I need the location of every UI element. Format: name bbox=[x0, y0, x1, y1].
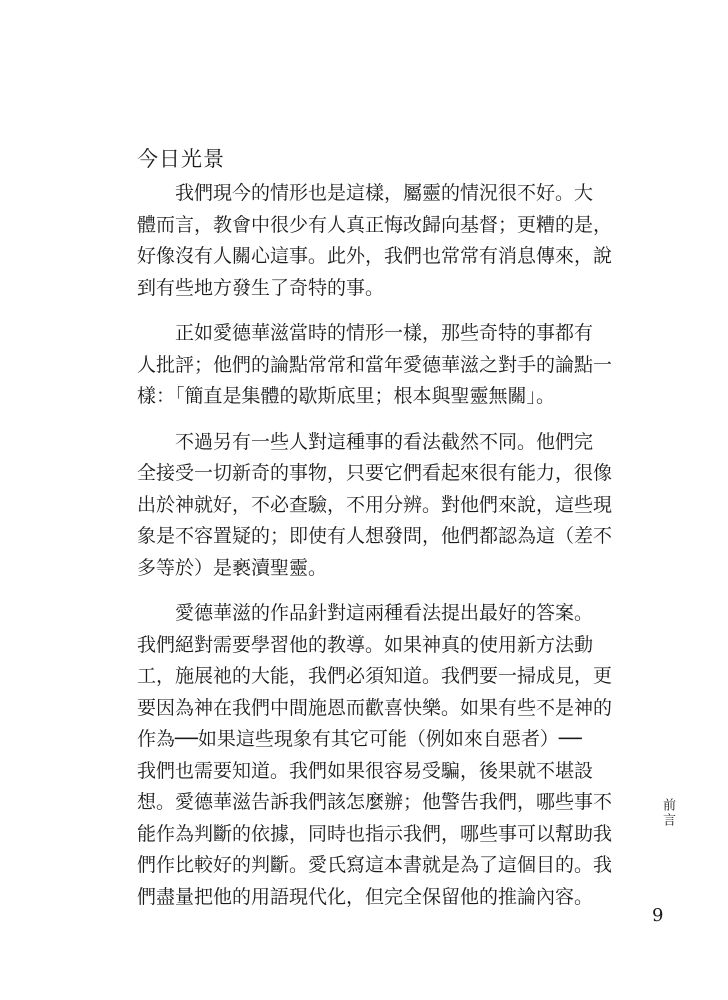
text-line: 想。愛德華滋告訴我們該怎麼辦；他警告我們，哪些事不 bbox=[137, 791, 613, 813]
text-line: 作為──如果這些現象有其它可能（例如來自惡者）── bbox=[137, 728, 582, 750]
text-line: 工，施展祂的大能，我們必須知道。我們要一掃成見，更 bbox=[137, 665, 613, 687]
paragraph-1 bbox=[137, 178, 613, 304]
text-line: 正如愛德華滋當時的情形一樣，那些奇特的事都有 bbox=[175, 322, 594, 344]
text-line: 們作比較好的判斷。愛氏寫這本書就是為了這個目的。我 bbox=[137, 854, 613, 876]
text-line: 樣：「簡直是集體的歇斯底里；根本與聖靈無關」。 bbox=[137, 385, 556, 407]
text-line: 全接受一切新奇的事物，只要它們看起來很有能力，很像 bbox=[137, 462, 613, 484]
text-line: 們盡量把他的用語現代化，但完全保留他的推論內容。 bbox=[137, 885, 594, 908]
text-line: 愛德華滋的作品針對這兩種看法提出最好的答案。 bbox=[175, 602, 594, 624]
text-line: 出於神就好，不必查驗，不用分辨。對他們來說，這些現 bbox=[137, 493, 613, 516]
text-line: 我們也需要知道。我們如果很容易受騙，後果就不堪設 bbox=[137, 759, 594, 782]
text-line: 象是不容置疑的；即使有人想發問，他們都認為這（差不 bbox=[137, 525, 613, 547]
text-line: 體而言，教會中很少有人真正悔改歸向基督；更糟的是， bbox=[137, 213, 613, 236]
text-line: 我們絕對需要學習他的教導。如果神真的使用新方法動 bbox=[137, 633, 594, 656]
section-heading: 今日光景 bbox=[137, 147, 225, 171]
running-head: 前言 bbox=[660, 798, 675, 828]
text-line: 不過另有一些人對這種事的看法截然不同。他們完 bbox=[175, 430, 594, 453]
text-line: 人批評；他們的論點常常和當年愛德華滋之對手的論點一 bbox=[137, 353, 613, 376]
text-line: 我們現今的情形也是這樣，屬靈的情況很不好。大 bbox=[175, 182, 594, 204]
paragraph-2 bbox=[137, 318, 613, 413]
text-line: 好像沒有人關心這事。此外，我們也常常有消息傳來，說 bbox=[137, 245, 613, 267]
paragraph-3 bbox=[137, 427, 613, 585]
body-text bbox=[137, 178, 613, 927]
text-line: 到有些地方發生了奇特的事。 bbox=[137, 276, 385, 299]
text-line: 要因為神在我們中間施恩而歡喜快樂。如果有些不是神的 bbox=[137, 696, 613, 719]
text-line: 多等於）是褻瀆聖靈。 bbox=[137, 556, 328, 579]
page-number: 9 bbox=[652, 905, 664, 926]
text-line: 能作為判斷的依據，同時也指示我們，哪些事可以幫助我 bbox=[137, 822, 613, 845]
paragraph-4 bbox=[137, 598, 613, 913]
